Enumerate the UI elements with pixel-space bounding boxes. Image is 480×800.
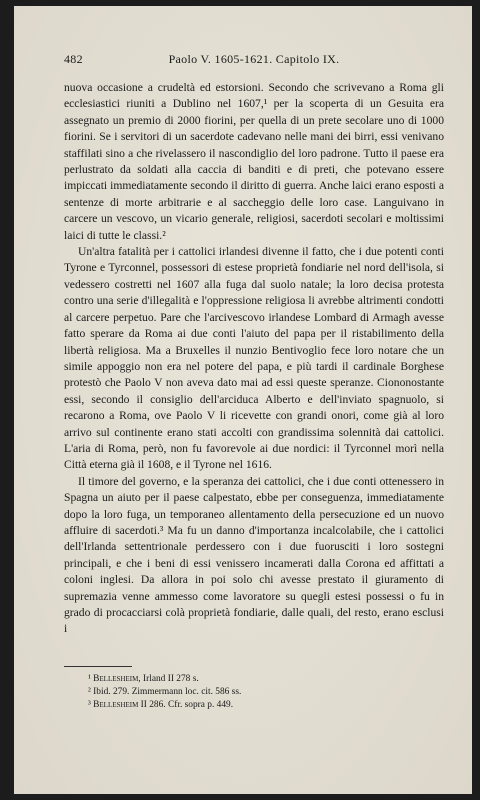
page-body [64,80,444,638]
footnote-author: Bellesheim [93,700,139,710]
footnote-rule [64,666,132,667]
footnote-1 [64,673,444,686]
footnote-mark: ² [88,687,91,697]
footnote-text: II 286. Cfr. sopra p. 449. [138,700,234,710]
book-page [14,6,472,794]
paragraph-3: Il timore del governo, e la speranza dei cattolici, che i due conti ottenessero in Spagna un aiuto per il paese calpestato, ebbe per conseguenza, immediatamente dopo la loro fuga, un temporaneo allentamento della persecuzione ed un nuovo affluire di sacerdoti.³ Ma fu un danno d'importanza incalcolabile, che i cattolici dell'Irlanda settentrionale perdessero con i due fuorusciti i loro sostegni principali, e che i beni di essi venissero incamerati dalla Corona ed affittati a coloni inglesi. Da allora in poi solo chi avesse prestato il giuramento di supremazia venne ammesso come lavoratore su quegli estesi possessi o fu in grado di procacciarsi colà proprietà fondiarie, dalle quali, del resto, erano esclusi i [64,474,444,636]
paragraph-1: nuova occasione a crudeltà ed estorsioni. Secondo che scrivevano a Roma gli ecclesiastici riuniti a Dublino nel 1607,¹ per la scoperta di un Gesuita era assegnato un premio di 2000 fiorini, per quella di un prete secolare uno di 1000 fiorini. Se i servitori di un sacerdote cadevano nelle mani dei birri, essi venivano staffilati sino a che rivelassero il nascondiglio del loro padrone. Tutto il paese era perlustrato da soldati alla caccia di banditi e di preti, che potevano essere impiccati immediatamente secondo il diritto di guerra. Anche laici erano esposti a sentenze di morte arbitrarie e al saccheggio delle loro case. Languivano in carcere un vescovo, un vicario generale, religiosi, sacerdoti secolari e moltissimi laici di tutte le classi.² [64,81,444,242]
footnote-2 [64,686,444,699]
footnote-text: Ibid. 279. Zimmermann loc. cit. 586 ss. [93,687,242,697]
footnote-author: Bellesheim, [93,674,141,684]
page-number: 482 [64,52,83,66]
running-title: Paolo V. 1605-1621. Capitolo IX. [168,52,340,66]
footnote-mark: ³ [88,700,91,710]
footnotes [64,666,444,712]
footnote-text: Irland II 278 s. [140,674,199,684]
footnote-3 [64,699,444,712]
paragraph-2: Un'altra fatalità per i cattolici irlandesi divenne il fatto, che i due potenti conti Tyrone e Tyrconnel, possessori di estese proprietà fondiarie nel nord dell'isola, si vedessero costretti nel 1607 alla fuga dal suolo natale; la loro decisa protesta contro una serie d'illegalità e l'oppressione religiosa li avrebbe altrimenti condotti al carcere perpetuo. Pare che l'arcivescovo irlandese Lombard di Armagh avesse fatto sperare da Roma ai due conti l'aiuto del papa per il ristabilimento della libertà religiosa. Ma a Bruxelles il nunzio Bentivoglio fece loro notare che un simile appoggio non era nel potere del papa, e più tardi il cardinale Borghese protestò che Paolo V non aveva dato mai ad essi queste speranze. Ciononostante essi, secondo il consiglio dell'arciduca Alberto e dell'inviato spagnuolo, si recarono a Roma, ove Paolo V li ricevette con grandi onori, come già al loro arrivo sul continente erano stati accolti con grandissima solennità dai cattolici. L'aria di Roma, però, non fu favorevole ai due nordici: il Tyrconnel morì nella Città eterna già il 1608, e il Tyrone nel 1616. [64,245,444,472]
footnote-mark: ¹ [88,674,91,684]
page-header [64,52,444,68]
